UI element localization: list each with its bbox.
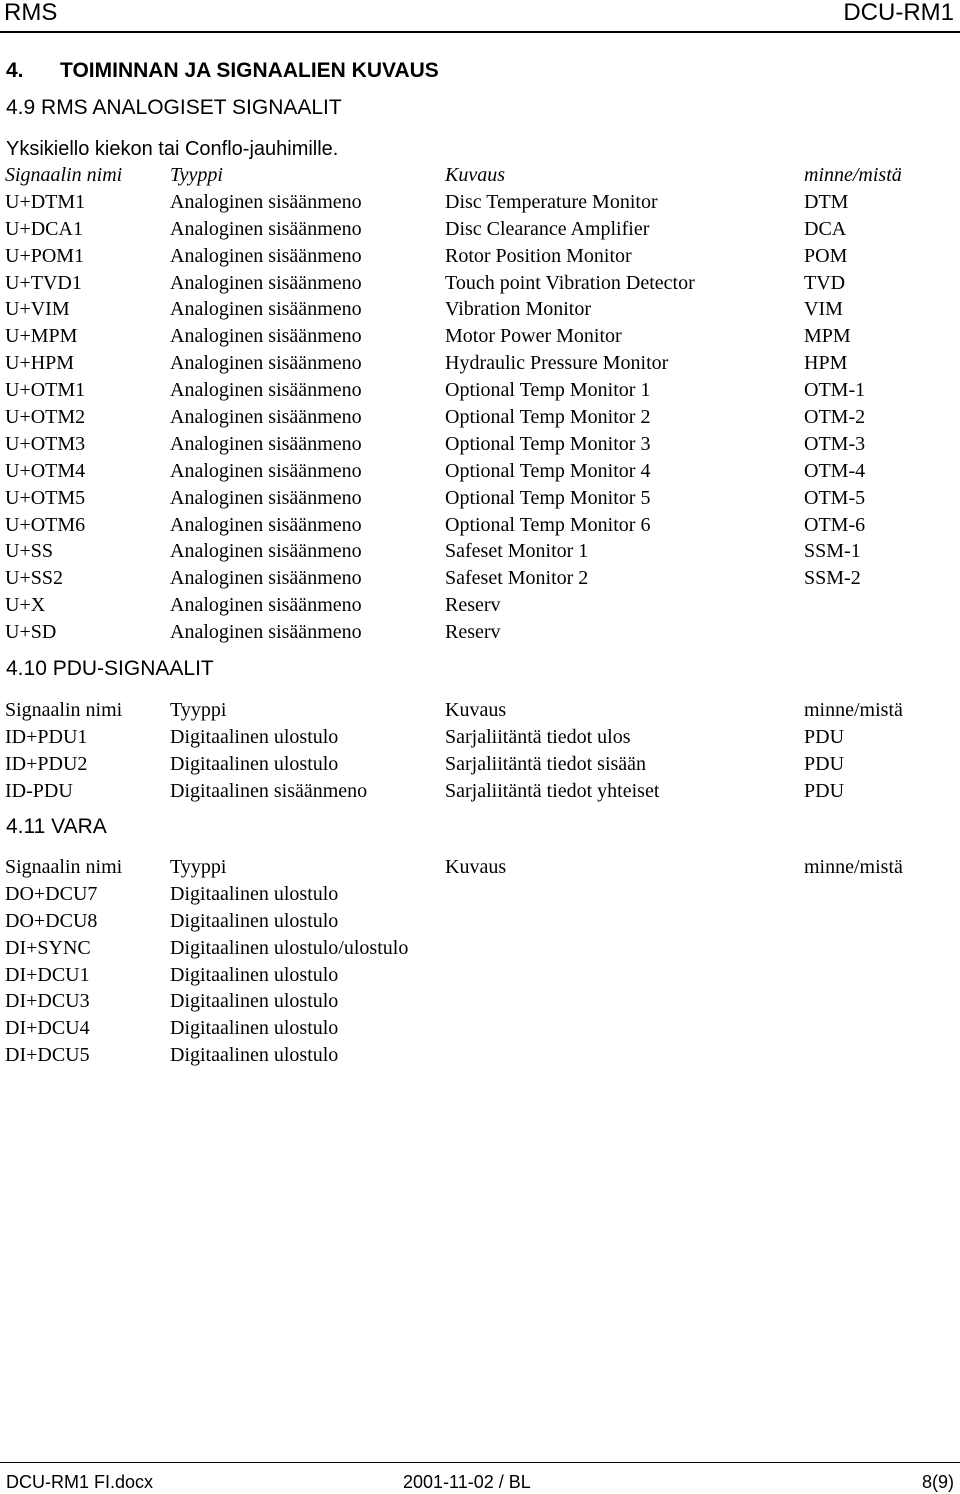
description-cell: Motor Power Monitor: [445, 325, 622, 348]
table-header-row: [0, 854, 960, 881]
type-cell: Analoginen sisäänmeno: [170, 540, 362, 563]
signal-name-cell: U+HPM: [5, 352, 75, 375]
direction-cell: PDU: [804, 779, 845, 802]
description-cell: Disc Clearance Amplifier: [445, 217, 650, 240]
table-row: [0, 296, 960, 323]
type-cell: Analoginen sisäänmeno: [170, 459, 362, 482]
description-cell: Hydraulic Pressure Monitor: [445, 352, 669, 375]
direction-cell: PDU: [804, 725, 845, 748]
table-row: [0, 778, 960, 805]
section-number: 4.: [6, 59, 24, 82]
table-row: [0, 538, 960, 565]
header-description: Kuvaus: [445, 699, 507, 721]
signal-name-cell: U+OTM4: [5, 459, 86, 482]
header-type: Tyyppi: [170, 856, 227, 878]
type-cell: Digitaalinen ulostulo: [170, 963, 339, 986]
section-heading: [6, 59, 439, 83]
direction-cell: TVD: [804, 271, 846, 294]
table-header-row: [0, 697, 960, 724]
type-cell: Analoginen sisäänmeno: [170, 621, 362, 644]
signal-name-cell: DO+DCU7: [5, 882, 98, 905]
table-row: [0, 485, 960, 512]
direction-cell: OTM-5: [804, 486, 866, 509]
table-row: [0, 592, 960, 619]
direction-cell: OTM-2: [804, 406, 866, 429]
table-row: [0, 565, 960, 592]
description-cell: Touch point Vibration Detector: [445, 271, 695, 294]
type-cell: Digitaalinen ulostulo: [170, 1017, 339, 1040]
header-signal-name: Signaalin nimi: [5, 164, 123, 186]
signal-name-cell: DO+DCU8: [5, 909, 98, 932]
signal-name-cell: U+OTM6: [5, 513, 86, 536]
direction-cell: DCA: [804, 217, 847, 240]
header-left-text: RMS: [4, 0, 58, 26]
type-cell: Analoginen sisäänmeno: [170, 379, 362, 402]
type-cell: Analoginen sisäänmeno: [170, 486, 362, 509]
table-row: [0, 270, 960, 297]
description-cell: Vibration Monitor: [445, 298, 592, 321]
type-cell: Analoginen sisäänmeno: [170, 325, 362, 348]
footer-divider: [0, 1462, 960, 1463]
signal-name-cell: ID+PDU1: [5, 725, 88, 748]
table-row: [0, 350, 960, 377]
section-title: TOIMINNAN JA SIGNAALIEN KUVAUS: [60, 59, 439, 82]
type-cell: Analoginen sisäänmeno: [170, 190, 362, 213]
signal-name-cell: DI+DCU3: [5, 990, 90, 1013]
description-cell: Optional Temp Monitor 3: [445, 432, 651, 455]
direction-cell: POM: [804, 244, 848, 267]
header-description: Kuvaus: [445, 856, 507, 878]
header-divider: [0, 31, 960, 33]
type-cell: Digitaalinen ulostulo: [170, 990, 339, 1013]
header-direction: minne/mistä: [804, 856, 903, 878]
description-cell: Safeset Monitor 2: [445, 567, 589, 590]
type-cell: Digitaalinen ulostulo: [170, 752, 339, 775]
table-row: [0, 751, 960, 778]
signal-name-cell: U+POM1: [5, 244, 85, 267]
subsection-4-11-heading: 4.11 VARA: [6, 815, 107, 838]
description-cell: Optional Temp Monitor 2: [445, 406, 651, 429]
type-cell: Analoginen sisäänmeno: [170, 271, 362, 294]
description-cell: Optional Temp Monitor 1: [445, 379, 651, 402]
direction-cell: MPM: [804, 325, 851, 348]
table-row: [0, 323, 960, 350]
header-description: Kuvaus: [445, 164, 505, 186]
subsection-4-9-heading: 4.9 RMS ANALOGISET SIGNAALIT: [6, 96, 342, 119]
signal-name-cell: U+SS: [5, 540, 53, 563]
signal-name-cell: U+OTM2: [5, 406, 86, 429]
type-cell: Analoginen sisäänmeno: [170, 217, 362, 240]
signal-name-cell: U+OTM3: [5, 432, 86, 455]
table-row: [0, 216, 960, 243]
analog-signals-table: [0, 162, 960, 646]
signal-name-cell: DI+DCU1: [5, 963, 90, 986]
table-row: [0, 724, 960, 751]
description-cell: Reserv: [445, 621, 501, 644]
table-row: [0, 189, 960, 216]
description-cell: Sarjaliitäntä tiedot yhteiset: [445, 779, 660, 802]
description-cell: Optional Temp Monitor 4: [445, 459, 651, 482]
type-cell: Analoginen sisäänmeno: [170, 352, 362, 375]
table-row: [0, 908, 960, 935]
signal-name-cell: U+SD: [5, 621, 57, 644]
footer-page-number: 8(9): [921, 1472, 954, 1492]
table-row: [0, 1042, 960, 1069]
table-row: [0, 404, 960, 431]
pdu-signals-table: [0, 697, 960, 805]
footer-filename: DCU-RM1 FI.docx: [6, 1472, 154, 1492]
table-row: [0, 935, 960, 962]
type-cell: Analoginen sisäänmeno: [170, 298, 362, 321]
header-direction: minne/mistä: [804, 699, 903, 721]
type-cell: Analoginen sisäänmeno: [170, 594, 362, 617]
table-row: [0, 512, 960, 539]
header-direction: minne/mistä: [804, 164, 902, 186]
table-row: [0, 988, 960, 1015]
description-cell: Sarjaliitäntä tiedot ulos: [445, 725, 631, 748]
type-cell: Digitaalinen ulostulo/ulostulo: [170, 936, 409, 959]
description-cell: Reserv: [445, 594, 501, 617]
type-cell: Digitaalinen ulostulo: [170, 1044, 339, 1067]
type-cell: Digitaalinen ulostulo: [170, 725, 339, 748]
signal-name-cell: U+SS2: [5, 567, 63, 590]
signal-name-cell: DI+SYNC: [5, 936, 91, 959]
direction-cell: SSM-1: [804, 540, 861, 563]
signal-name-cell: U+OTM5: [5, 486, 86, 509]
signal-name-cell: ID+PDU2: [5, 752, 88, 775]
direction-cell: OTM-6: [804, 513, 866, 536]
table-row: [0, 458, 960, 485]
footer-date-author: 2001-11-02 / BL: [403, 1472, 531, 1492]
page-footer: [0, 1462, 960, 1494]
table-row: [0, 431, 960, 458]
signal-name-cell: DI+DCU5: [5, 1044, 90, 1067]
reserve-signals-table: [0, 854, 960, 1069]
table-row: [0, 881, 960, 908]
table-header-row: [0, 162, 960, 189]
type-cell: Analoginen sisäänmeno: [170, 244, 362, 267]
description-cell: Optional Temp Monitor 6: [445, 513, 651, 536]
header-signal-name: Signaalin nimi: [5, 856, 123, 878]
direction-cell: HPM: [804, 352, 848, 375]
signal-name-cell: U+X: [5, 594, 46, 617]
table-row: [0, 377, 960, 404]
table-row: [0, 243, 960, 270]
description-cell: Disc Temperature Monitor: [445, 190, 658, 213]
type-cell: Digitaalinen ulostulo: [170, 882, 339, 905]
header-type: Tyyppi: [170, 164, 223, 186]
direction-cell: SSM-2: [804, 567, 861, 590]
description-cell: Safeset Monitor 1: [445, 540, 589, 563]
signal-name-cell: U+TVD1: [5, 271, 82, 294]
signal-name-cell: U+DCA1: [5, 217, 83, 240]
header-signal-name: Signaalin nimi: [5, 699, 123, 721]
signal-name-cell: U+MPM: [5, 325, 78, 348]
signal-name-cell: U+VIM: [5, 298, 70, 321]
type-cell: Analoginen sisäänmeno: [170, 513, 362, 536]
direction-cell: OTM-4: [804, 459, 866, 482]
signal-name-cell: U+DTM1: [5, 190, 86, 213]
type-cell: Digitaalinen sisäänmeno: [170, 779, 368, 802]
direction-cell: OTM-1: [804, 379, 866, 402]
header-right-text: DCU-RM1: [843, 0, 954, 26]
description-cell: Sarjaliitäntä tiedot sisään: [445, 752, 647, 775]
type-cell: Analoginen sisäänmeno: [170, 406, 362, 429]
page-header: [0, 0, 960, 30]
type-cell: Digitaalinen ulostulo: [170, 909, 339, 932]
type-cell: Analoginen sisäänmeno: [170, 432, 362, 455]
type-cell: Analoginen sisäänmeno: [170, 567, 362, 590]
subsection-4-10-heading: 4.10 PDU-SIGNAALIT: [6, 657, 214, 680]
table-row: [0, 962, 960, 989]
signal-name-cell: U+OTM1: [5, 379, 86, 402]
signal-name-cell: ID-PDU: [5, 779, 73, 802]
direction-cell: DTM: [804, 190, 849, 213]
table-row: [0, 619, 960, 646]
direction-cell: VIM: [804, 298, 843, 321]
header-type: Tyyppi: [170, 699, 227, 721]
direction-cell: OTM-3: [804, 432, 866, 455]
description-cell: Optional Temp Monitor 5: [445, 486, 651, 509]
direction-cell: PDU: [804, 752, 845, 775]
signal-name-cell: DI+DCU4: [5, 1017, 90, 1040]
intro-text: Yksikiello kiekon tai Conflo-jauhimille.: [6, 138, 339, 160]
description-cell: Rotor Position Monitor: [445, 244, 632, 267]
table-row: [0, 1015, 960, 1042]
